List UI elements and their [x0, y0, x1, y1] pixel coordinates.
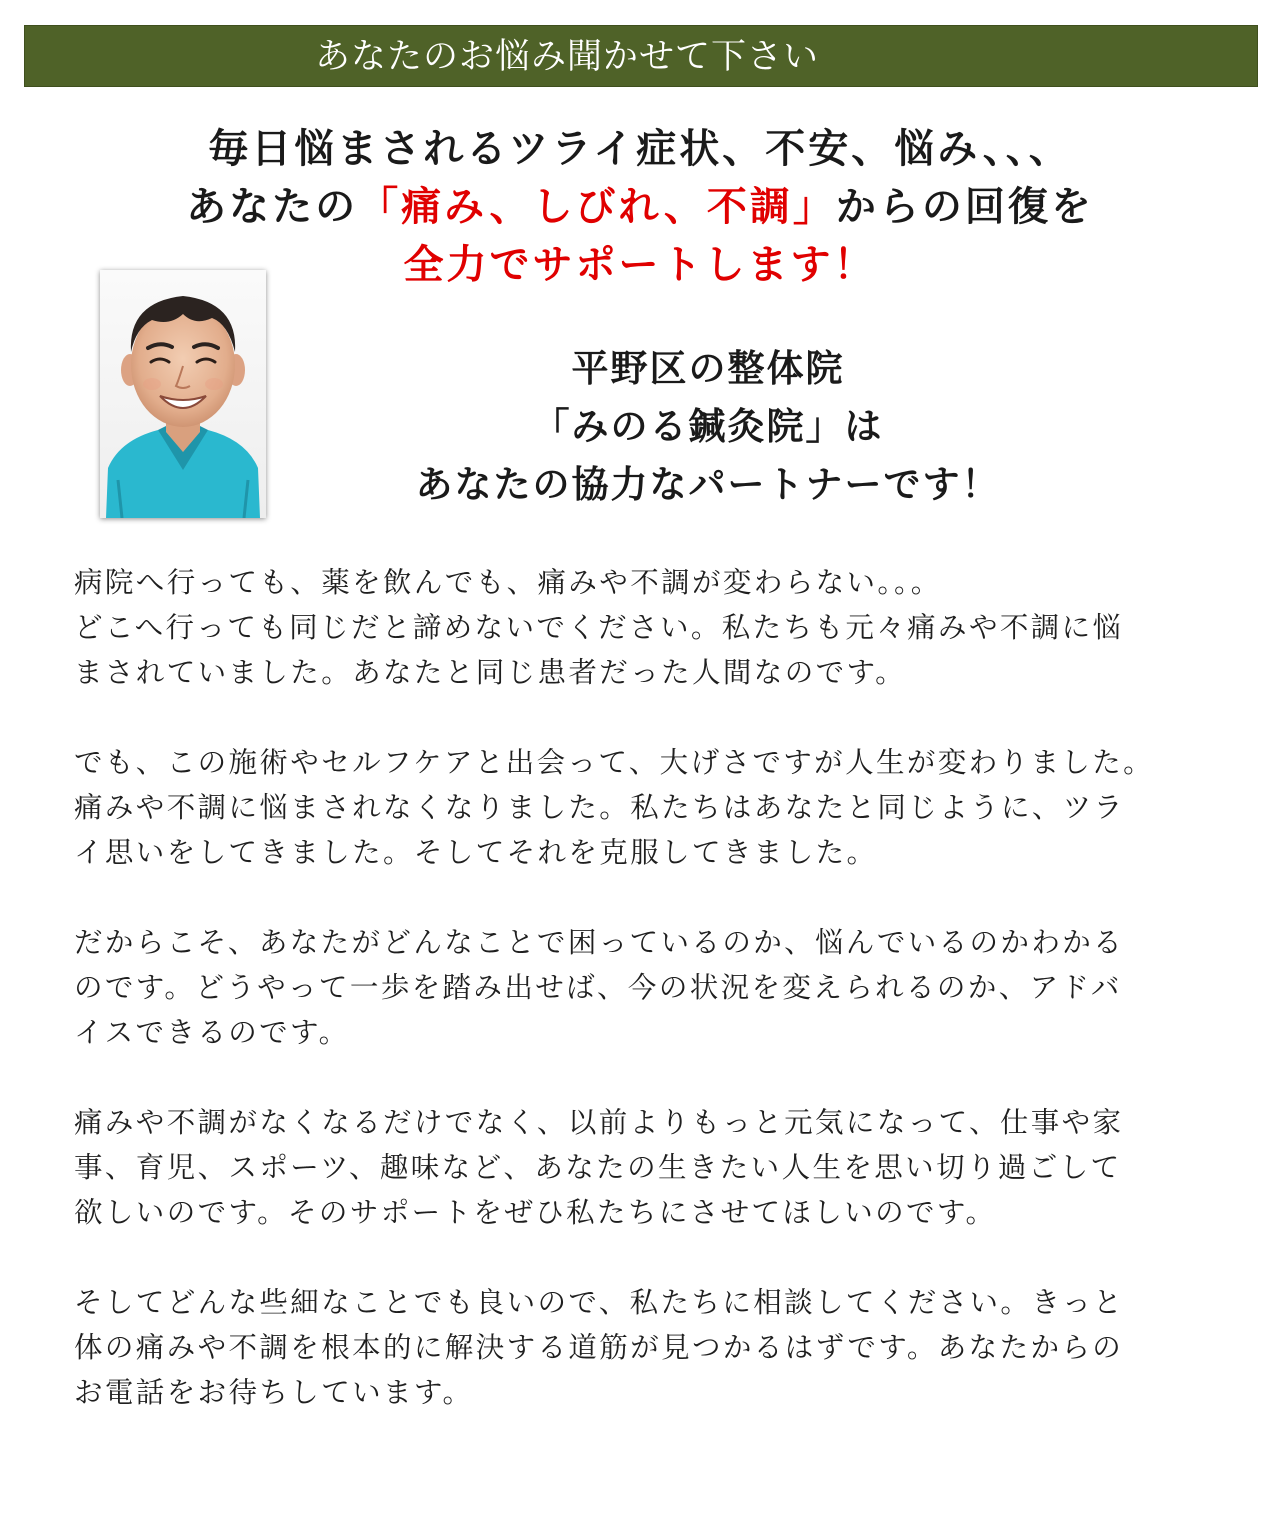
paragraph-line: でも、この施術やセルフケアと出会って、大げさですが人生が変わりました。	[74, 746, 1155, 779]
paragraph-line: イスできるのです。	[74, 1016, 350, 1049]
headline-highlight: 「痛み、しびれ、不調」	[358, 184, 836, 230]
body-text	[74, 560, 1264, 1460]
headline-line-3: 全力でサポートします！	[403, 242, 877, 288]
clinic-line-2: 「みのる鍼灸院」は	[532, 405, 884, 448]
staff-portrait-image	[100, 270, 266, 518]
paragraph-line: まされていました。あなたと同じ患者だった人間なのです。	[74, 656, 907, 689]
paragraph	[74, 1100, 1264, 1235]
paragraph	[74, 920, 1264, 1055]
paragraph-line: お電話をお待ちしています。	[74, 1376, 474, 1409]
paragraph-line: イ思いをしてきました。そしてそれを克服してきました。	[74, 836, 878, 869]
paragraph-line: 病院へ行っても、薬を飲んでも、痛みや不調が変わらない。。。	[74, 566, 942, 599]
headline-line-1: 毎日悩まされるツライ症状、不安、悩み、、、	[208, 126, 1072, 172]
headline-line-2-prefix: あなたの	[186, 184, 359, 230]
section-banner	[24, 25, 1258, 87]
paragraph-line: 体の痛みや不調を根本的に解決する道筋が見つかるはずです。あなたからの	[74, 1331, 1124, 1364]
paragraph-line: 欲しいのです。そのサポートをぜひ私たちにさせてほしいのです。	[74, 1196, 997, 1229]
clinic-intro	[308, 340, 1108, 514]
clinic-line-1: 平野区の整体院	[571, 347, 845, 390]
headline-line-2-suffix: からの回復を	[835, 184, 1094, 230]
paragraph-line: だからこそ、あなたがどんなことで困っているのか、悩んでいるのかわかる	[74, 926, 1125, 959]
paragraph	[74, 740, 1264, 875]
clinic-line-3: あなたの協力なパートナーです！	[415, 463, 1001, 506]
paragraph-line: 痛みや不調がなくなるだけでなく、以前よりもっと元気になって、仕事や家	[74, 1106, 1124, 1139]
paragraph-line: そしてどんな些細なことでも良いので、私たちに相談してください。きっと	[74, 1286, 1125, 1319]
paragraph-line: 痛みや不調に悩まされなくなりました。私たちはあなたと同じように、ツラ	[74, 791, 1125, 824]
paragraph-line: どこへ行っても同じだと諦めないでください。私たちも元々痛みや不調に悩	[74, 611, 1124, 644]
paragraph	[74, 1280, 1264, 1415]
staff-photo	[100, 270, 266, 518]
banner-title: あなたのお悩み聞かせて下さい	[315, 37, 820, 77]
paragraph-line: 事、育児、スポーツ、趣味など、あなたの生きたい人生を思い切り過ごして	[74, 1151, 1122, 1184]
headline	[0, 120, 1280, 294]
paragraph-line: のです。どうやって一歩を踏み出せば、今の状況を変えられるのか、アドバ	[74, 971, 1122, 1004]
headline-line-2	[0, 178, 1280, 236]
paragraph	[74, 560, 1264, 695]
